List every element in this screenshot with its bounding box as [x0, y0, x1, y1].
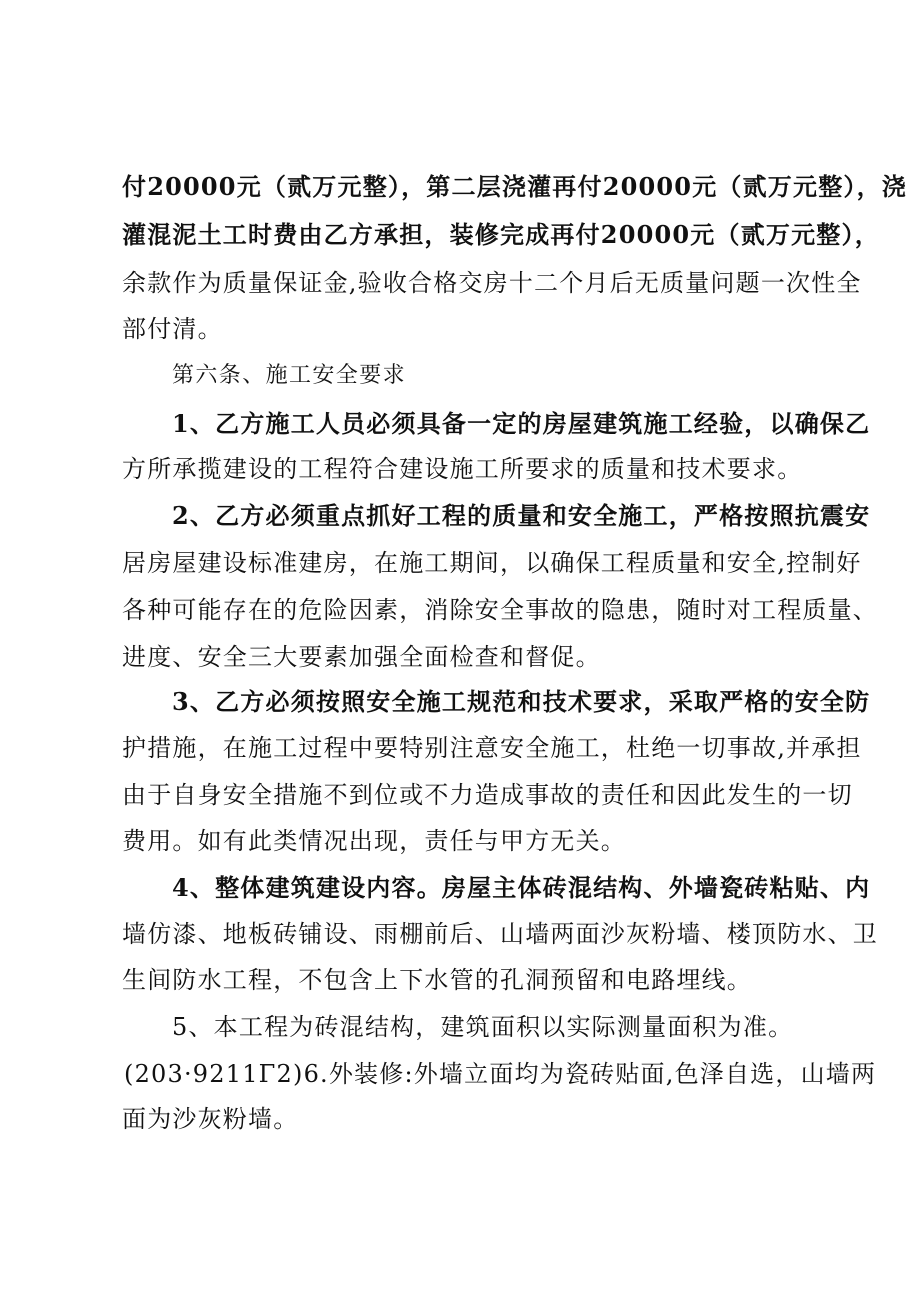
body-text-line: 付20000元（贰万元整），第二层浇灌再付20000元（贰万元整），浇: [122, 172, 907, 201]
list-item-line: 各种可能存在的危险因素，消除安全事故的隐患，随时对工程质量、: [122, 596, 878, 624]
list-item-line: 费用。如有此类情况出现，责任与甲方无关。: [122, 827, 626, 855]
list-item-line: 4、整体建筑建设内容。房屋主体砖混结构、外墙瓷砖粘贴、内: [172, 873, 871, 902]
list-item-line: 进度、安全三大要素加强全面检查和督促。: [122, 643, 601, 671]
body-text-line: 灌混泥土工时费由乙方承担，装修完成再付20000元（贰万元整），: [122, 220, 880, 249]
list-item-line: (203·9211Γ2)6.外装修:外墙立面均为瓷砖贴面,色泽自选，山墙两: [124, 1060, 877, 1088]
list-item-line: 3、乙方必须按照安全施工规范和技术要求，采取严格的安全防: [172, 687, 871, 716]
list-item-line: 面为沙灰粉墙。: [122, 1105, 299, 1133]
list-item-line: 2、乙方必须重点抓好工程的质量和安全施工，严格按照抗震安: [172, 501, 871, 530]
list-item-line: 5、本工程为砖混结构，建筑面积以实际测量面积为准。: [172, 1013, 794, 1041]
list-item-line: 方所承揽建设的工程符合建设施工所要求的质量和技术要求。: [122, 455, 803, 483]
list-item-line: 护措施，在施工过程中要特别注意安全施工，杜绝一切事故,并承担: [122, 734, 862, 762]
body-text-line: 余款作为质量保证金,验收合格交房十二个月后无质量问题一次性全: [122, 269, 862, 297]
list-item-line: 由于自身安全措施不到位或不力造成事故的责任和因此发生的一切: [122, 781, 853, 809]
list-item-line: 1、乙方施工人员必须具备一定的房屋建筑施工经验，以确保乙: [172, 409, 871, 438]
section-heading: 第六条、施工安全要求: [172, 363, 407, 388]
list-item-line: 居房屋建设标准建房，在施工期间，以确保工程质量和安全,控制好: [122, 549, 862, 577]
body-text-line: 部付清。: [122, 315, 223, 343]
list-item-line: 生间防水工程，不包含上下水管的孔洞预留和电路埋线。: [122, 966, 752, 994]
list-item-line: 墙仿漆、地板砖铺设、雨棚前后、山墙两面沙灰粉墙、楼顶防水、卫: [122, 920, 878, 948]
